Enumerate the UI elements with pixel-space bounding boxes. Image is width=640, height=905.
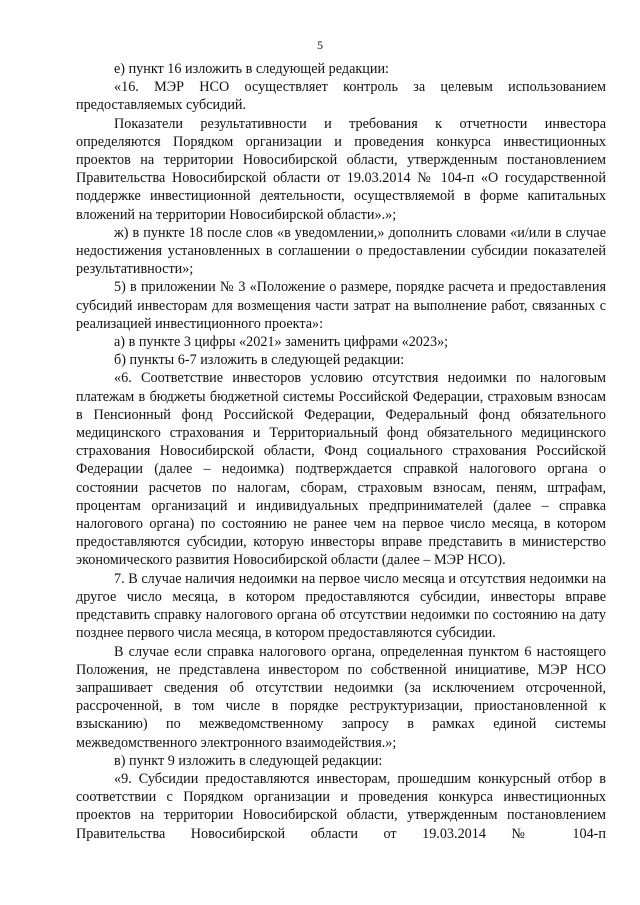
page-number: 5 xyxy=(317,38,323,52)
paragraph-3: Показатели результативности и требования к отчетности инвестора определяются Порядком организации и проведения конкурса инвестиционных проектов на территории Новосибирской области, утвержденным постановлением Правительства Новосибирской области от 19.03.2014 № 104-п «О государственной поддержке инвестиционной деятельности, осуществляемой в форме капитальных вложений на территории Новосибирской области».»; xyxy=(76,115,606,223)
paragraph-4: ж) в пункте 18 после слов «в уведомлении,» дополнить словами «и/или в случае недостижения установленных в соглашении о предоставлении субсидии показателей результативности»; xyxy=(76,224,606,278)
paragraph-8: «6. Соответствие инвесторов условию отсутствия недоимки по налоговым платежам в бюджеты бюджетной системы Российской Федерации, страховым взносам в Пенсионный фонд Российской Федерации, Федеральный фонд обязательного медицинского страхования и Территориальный фонд обязательного медицинского страхования Новосибирской области, Фонд социального страхования Российской Федерации (далее – недоимка) подтверждается справкой налогового органа о состоянии расчетов по налогам, сборам, страховым взносам, пеням, штрафам, процентам организаций и индивидуальных предпринимателей (далее – справка налогового органа) по состоянию не ранее чем на первое число месяца, в котором предоставляются субсидии, которую инвесторы вправе представить в министерство экономического развития Новосибирской области (далее – МЭР НСО). xyxy=(76,370,606,569)
paragraph-10: В случае если справка налогового органа, определенная пунктом 6 настоящего Положения, не представлена инвестором по собственной инициативе, МЭР НСО запрашивает сведения об отсутствии недоимки (за исключением отсроченной, рассроченной, в том числе в порядке реструктуризации, приостановленной к взысканию) по межведомственному запросу в рамках единой системы межведомственного электронного взаимодействия.»; xyxy=(76,643,606,751)
paragraph-6: а) в пункте 3 цифры «2021» заменить цифрами «2023»; xyxy=(114,334,449,351)
paragraph-9: 7. В случае наличия недоимки на первое число месяца и отсутствия недоимки на другое число месяца, в котором предоставляются субсидии, инвесторы вправе представить справку налогового органа об отсутствии недоимки по состоянию на дату позднее первого числа месяца, в котором предоставляются субсидии. xyxy=(76,570,606,642)
document-body xyxy=(76,60,606,843)
paragraph-11: в) пункт 9 изложить в следующей редакции: xyxy=(114,752,383,769)
paragraph-12: «9. Субсидии предоставляются инвесторам, прошедшим конкурсный отбор в соответствии с Порядком организации и проведения конкурса инвестиционных проектов на территории Новосибирской области, утвержденным постановлением Правительства Новосибирской области от 19.03.2014 № 104-п xyxy=(76,770,606,842)
paragraph-1: е) пункт 16 изложить в следующей редакции: xyxy=(114,61,389,77)
paragraph-2: «16. МЭР НСО осуществляет контроль за целевым использованием предоставляемых субсидий. xyxy=(76,79,606,114)
paragraph-7: б) пункты 6-7 изложить в следующей редакции: xyxy=(114,352,405,369)
paragraph-5: 5) в приложении № 3 «Положение о размере, порядке расчета и предоставления субсидий инвесторам для возмещения части затрат на выполнение работ, связанных с реализацией инвестиционного проекта»: xyxy=(76,279,606,332)
